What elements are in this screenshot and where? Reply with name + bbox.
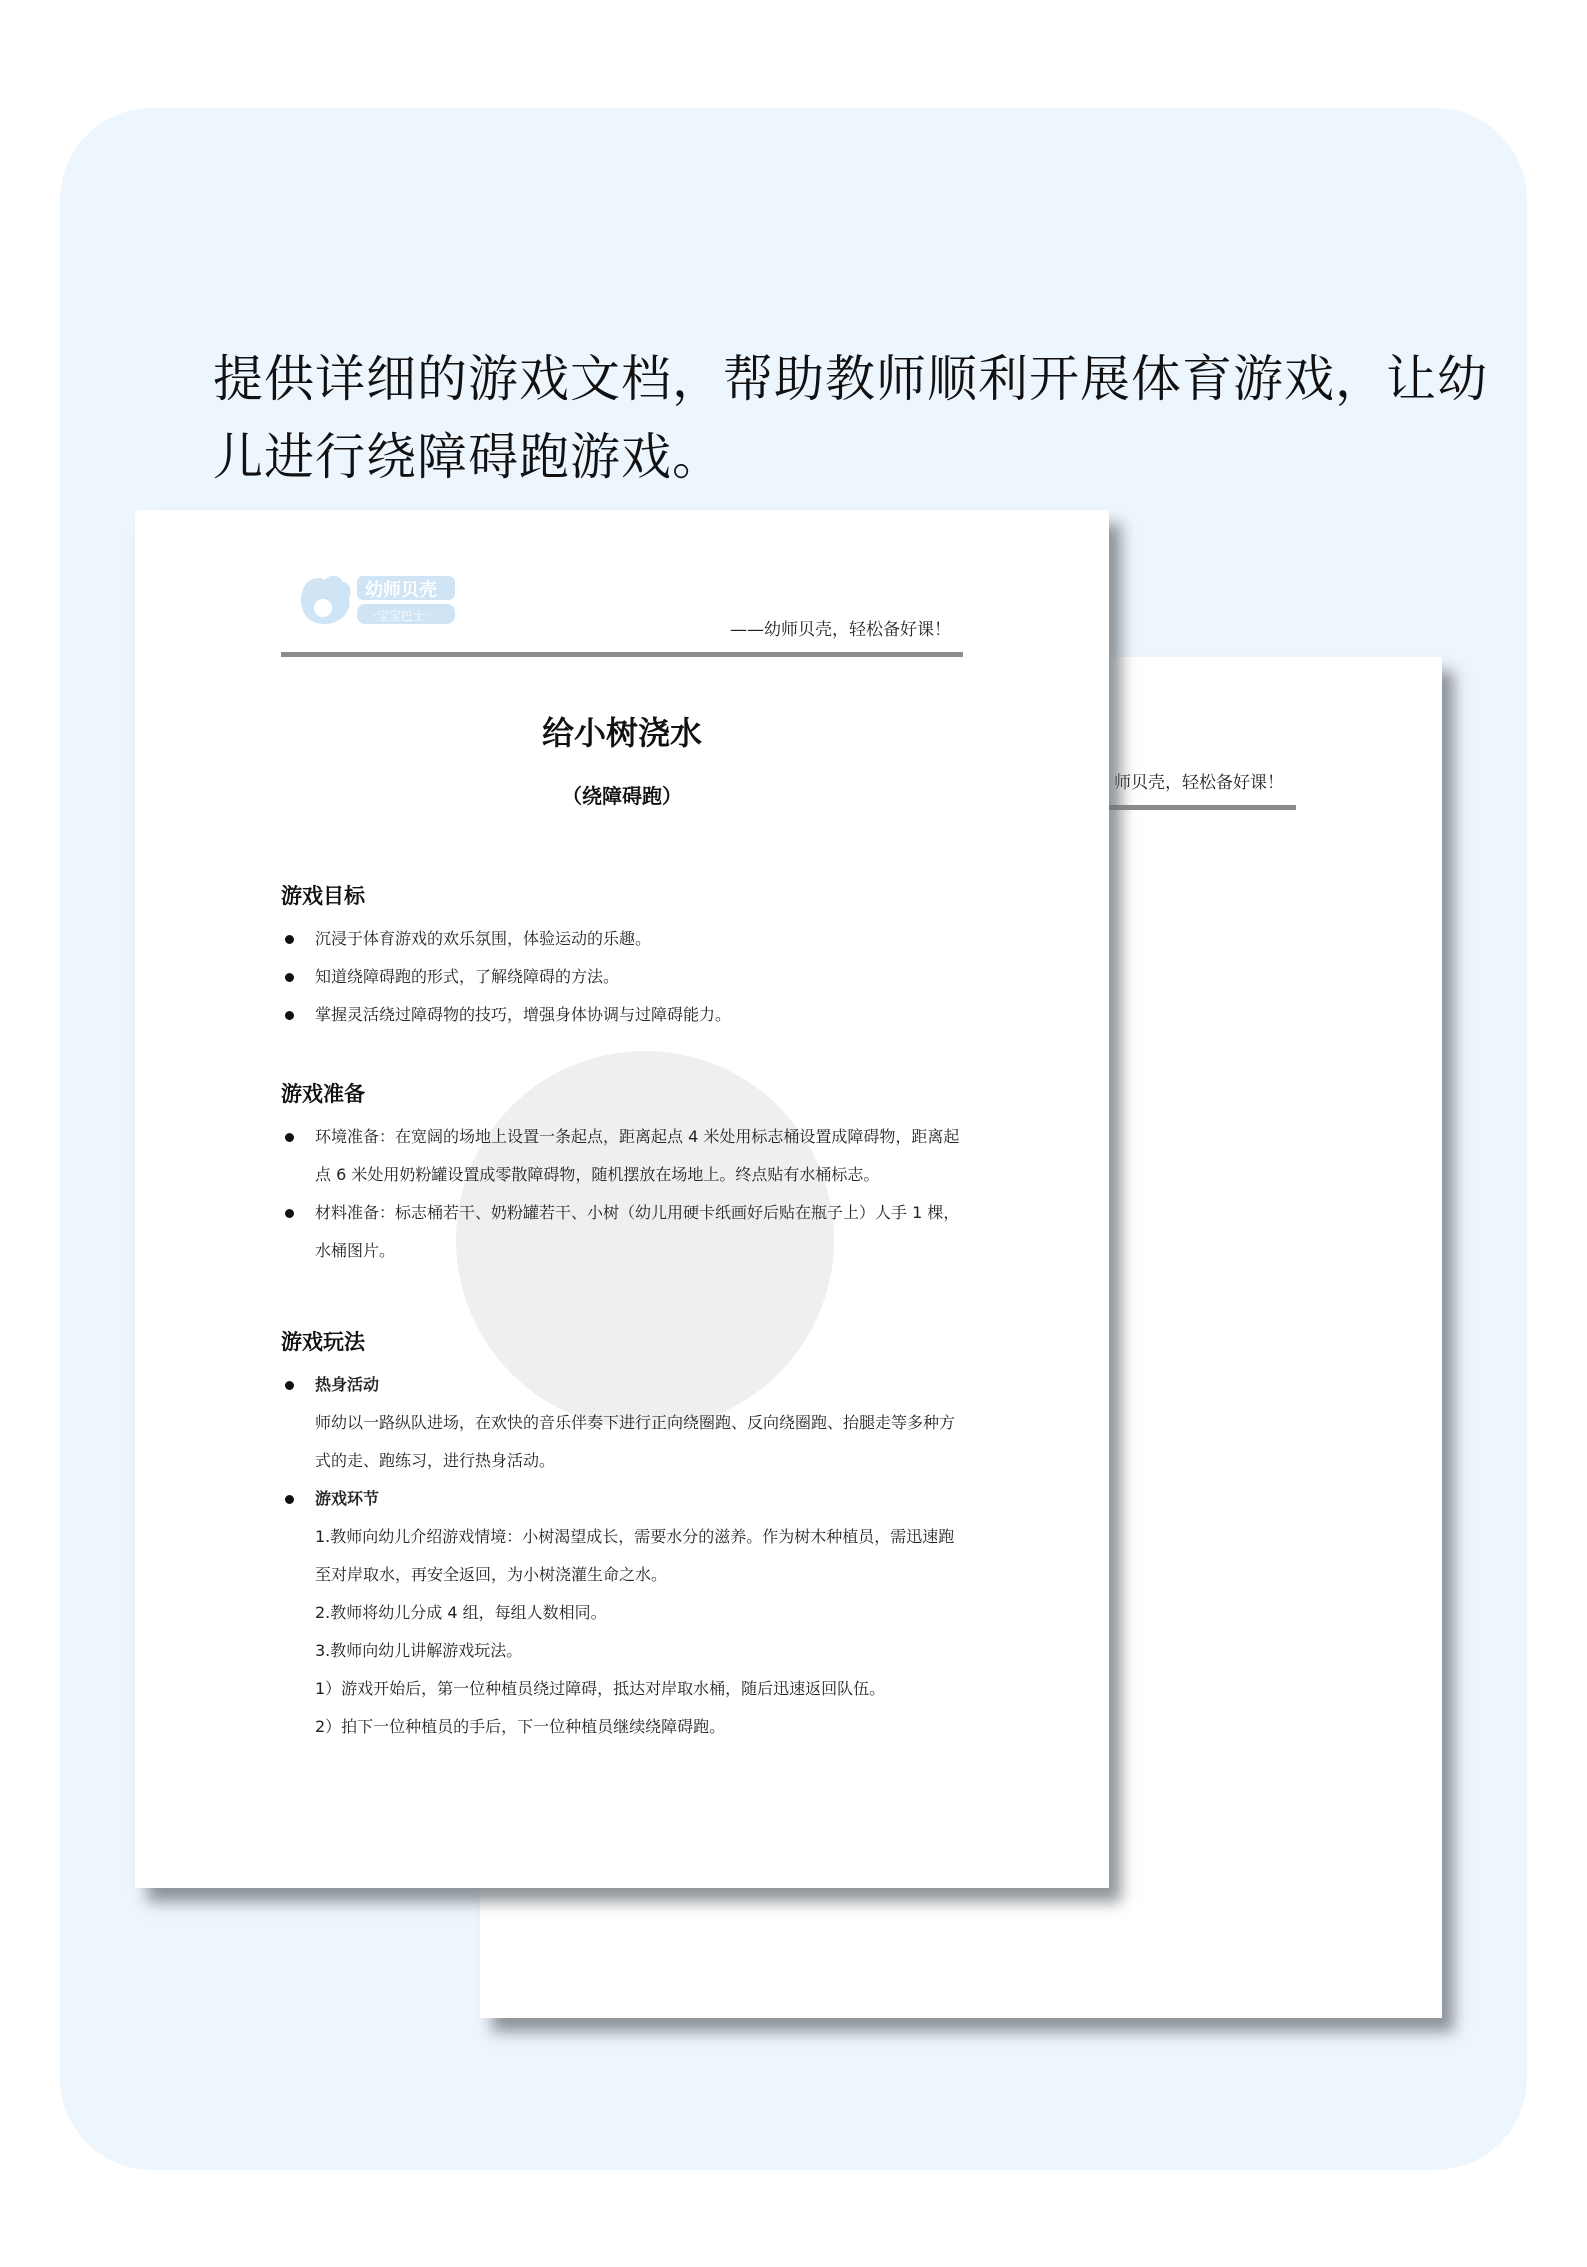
header-slogan: ——幼师贝壳，轻松备好课！ bbox=[730, 620, 951, 640]
paragraph: 2.教师将幼儿分成 4 组，每组人数相同。 bbox=[315, 1603, 607, 1622]
bullet-icon bbox=[285, 1381, 294, 1390]
list-item-warmup: 热身活动 bbox=[281, 1366, 963, 1404]
document-page-front bbox=[135, 510, 1109, 1888]
list-item: 掌握灵活绕过障碍物的技巧，增强身体协调与过障碍能力。 bbox=[281, 996, 963, 1034]
paragraph: 3.教师向幼儿讲解游戏玩法。 bbox=[315, 1641, 523, 1660]
paragraph: 师幼以一路纵队进场，在欢快的音乐伴奏下进行正向绕圈跑、反向绕圈跑、抬腿走等多种方式的走、跑练习，进行热身活动。 bbox=[315, 1413, 956, 1470]
paragraph: 1.教师向幼儿介绍游戏情境：小树渴望成长，需要水分的滋养。作为树木种植员，需迅速跑至对岸取水，再安全返回，为小树浇灌生命之水。 bbox=[315, 1527, 955, 1584]
bullet-icon bbox=[285, 973, 294, 982]
list-item-game: 游戏环节 bbox=[281, 1480, 963, 1518]
section-title-play: 游戏玩法 bbox=[281, 1330, 365, 1354]
bullet-icon bbox=[285, 1209, 294, 1218]
list-item: 材料准备：标志桶若干、奶粉罐若干、小树（幼儿用硬卡纸画好后贴在瓶子上）人手 1 棵，水桶图片。 bbox=[281, 1194, 963, 1270]
feature-headline: 提供详细的游戏文档，帮助教师顺利开展体育游戏，让幼儿进行绕障碍跑游戏。 bbox=[213, 350, 1488, 486]
list-item: 知道绕障碍跑的形式，了解绕障碍的方法。 bbox=[281, 958, 963, 996]
bullet-icon bbox=[285, 1011, 294, 1020]
document-body bbox=[281, 880, 963, 1746]
list-item: 沉浸于体育游戏的欢乐氛围，体验运动的乐趣。 bbox=[281, 920, 963, 958]
paragraph: 1）游戏开始后，第一位种植员绕过障碍，抵达对岸取水桶，随后迅速返回队伍。 bbox=[315, 1679, 886, 1698]
shell-logo-icon bbox=[295, 570, 465, 630]
section-title-goals: 游戏目标 bbox=[281, 884, 365, 908]
document-title: 给小树浇水 bbox=[541, 714, 702, 752]
page-header bbox=[281, 560, 963, 657]
header-slogan: 师贝壳，轻松备好课！ bbox=[1114, 773, 1284, 793]
document-subtitle: （绕障碍跑） bbox=[562, 784, 682, 808]
bullet-icon bbox=[285, 935, 294, 944]
list-item: 环境准备：在宽阔的场地上设置一条起点，距离起点 4 米处用标志桶设置成障碍物，距离起点 6 米处用奶粉罐设置成零散障碍物，随机摆放在场地上。终点贴有水桶标志。 bbox=[281, 1118, 963, 1194]
svg-text:·宝宝巴士·: ·宝宝巴士· bbox=[373, 609, 429, 623]
paragraph: 2）拍下一位种植员的手后，下一位种植员继续绕障碍跑。 bbox=[315, 1717, 726, 1736]
section-title-prep: 游戏准备 bbox=[281, 1082, 365, 1106]
bullet-icon bbox=[285, 1495, 294, 1504]
svg-text:幼师贝壳: 幼师贝壳 bbox=[365, 580, 437, 601]
bullet-icon bbox=[285, 1133, 294, 1142]
